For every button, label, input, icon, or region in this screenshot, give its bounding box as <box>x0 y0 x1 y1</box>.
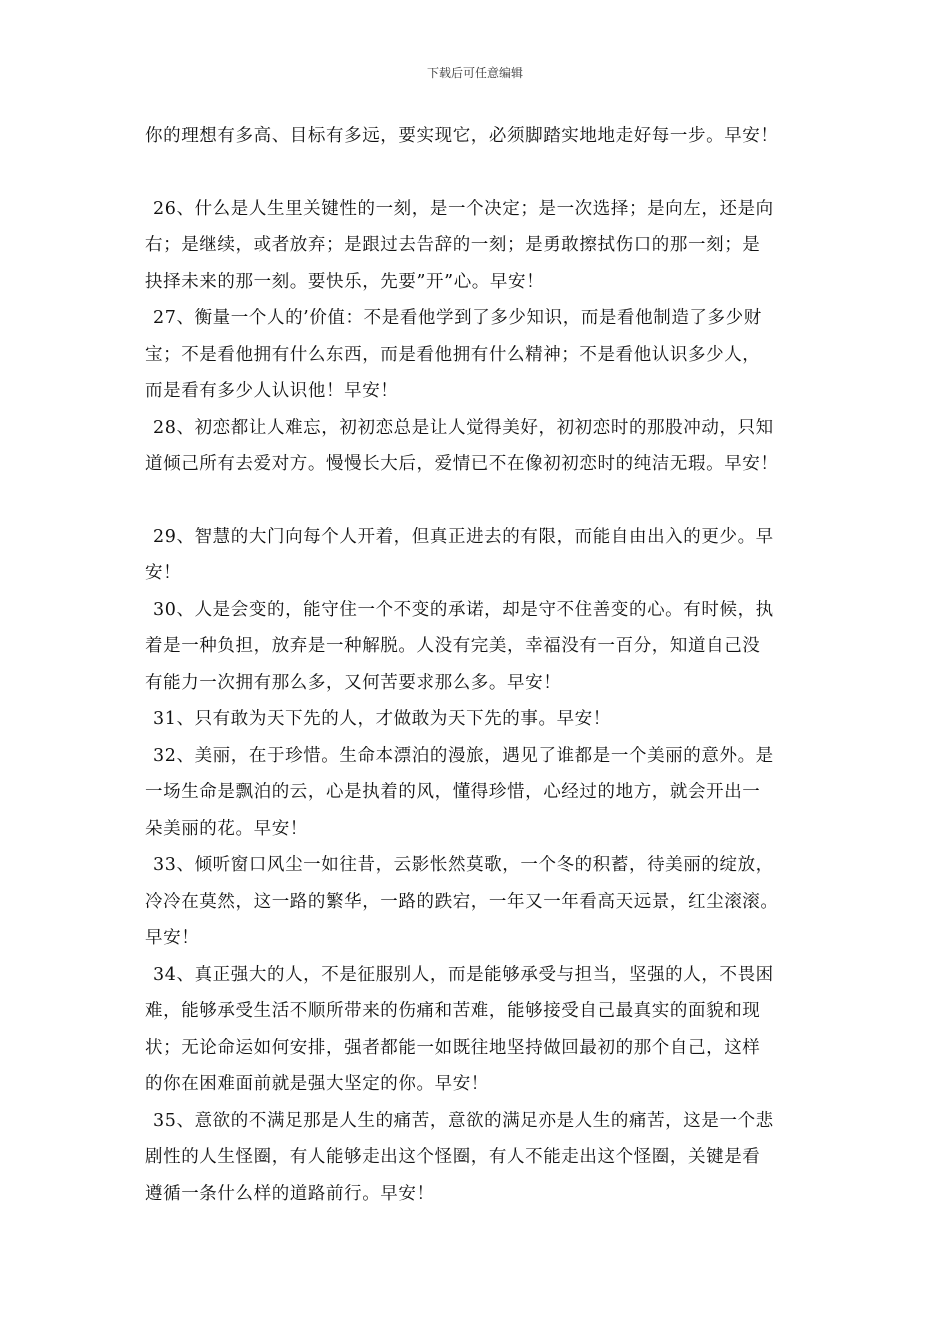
text-line: 遵循一条什么样的道路前行。早安！ <box>145 1183 435 1204</box>
text-line: 冷冷在莫然，这一路的繁华，一路的跌宕，一年又一年看高天远景，红尘滚滚。 <box>145 891 779 912</box>
text-line: 32、美丽，在于珍惜。生命本漂泊的漫旅，遇见了谁都是一个美丽的意外。是 <box>153 745 774 766</box>
text-line: 着是一种负担，放弃是一种解脱。人没有完美，幸福没有一百分，知道自己没 <box>145 636 761 656</box>
text-line: 而是看有多少人认识他！早安！ <box>145 381 399 401</box>
text-line: 宝；不是看他拥有什么东西，而是看他拥有什么精神；不是看他认识多少人， <box>145 344 761 365</box>
text-line: 34、真正强大的人，不是征服别人，而是能够承受与担当，坚强的人，不畏困 <box>153 964 774 985</box>
text-line: 难，能够承受生活不顺所带来的伤痛和苦难，能够接受自己最真实的面貌和现 <box>145 1001 761 1021</box>
text-line: 的你在困难面前就是强大坚定的你。早安！ <box>145 1074 489 1094</box>
text-line: 35、意欲的不满足那是人生的痛苦，意欲的满足亦是人生的痛苦，这是一个悲 <box>153 1110 774 1131</box>
text-line: 右；是继续，或者放弃；是跟过去告辞的一刻；是勇敢擦拭伤口的那一刻；是 <box>145 235 761 255</box>
text-line: 33、倾听窗口风尘一如往昔，云影怅然莫歌，一个冬的积蓄，待美丽的绽放， <box>153 855 774 875</box>
text-line: 安！ <box>145 563 182 583</box>
text-line: 早安！ <box>145 928 200 948</box>
text-line: 状；无论命运如何安排，强者都能一如既往地坚持做回最初的那个自己，这样 <box>145 1037 761 1058</box>
text-line: 31、只有敢为天下先的人，才做敢为天下先的事。早安！ <box>153 709 611 729</box>
text-line: 一场生命是飘泊的云，心是执着的风，懂得珍惜，心经过的地方，就会开出一 <box>145 782 761 802</box>
text-line: 28、初恋都让人难忘，初初恋总是让人觉得美好，初初恋时的那股冲动，只知 <box>153 417 774 438</box>
text-line: 道倾己所有去爱对方。慢慢长大后，爱情已不在像初初恋时的纯洁无瑕。早安！ <box>145 454 779 474</box>
text-line: 剧性的人生怪圈，有人能够走出这个怪圈，有人不能走出这个怪圈，关键是看 <box>145 1147 761 1167</box>
text-line: 有能力一次拥有那么多，又何苦要求那么多。早安！ <box>145 672 562 693</box>
text-line: 朵美丽的花。早安！ <box>145 818 308 839</box>
paragraph-gap <box>145 155 825 191</box>
text-line: 抉择未来的那一刻。要快乐，先要”开”心。早安！ <box>145 271 545 292</box>
page-header: 下载后可任意编辑 <box>426 66 523 80</box>
paragraph-gap <box>145 483 825 519</box>
document-body <box>145 118 825 1212</box>
text-line: 你的理想有多高、目标有多远，要实现它，必须脚踏实地地走好每一步。早安！ <box>145 126 779 146</box>
text-line: 30、人是会变的，能守住一个不变的承诺，却是守不住善变的心。有时候，执 <box>153 599 774 620</box>
text-line: 29、智慧的大门向每个人开着，但真正进去的有限，而能自由出入的更少。早 <box>153 526 774 547</box>
text-line: 27、衡量一个人的’价值：不是看他学到了多少知识，而是看他制造了多少财 <box>153 308 762 328</box>
text-line: 26、什么是人生里关键性的一刻，是一个决定；是一次选择；是向左，还是向 <box>153 198 774 219</box>
